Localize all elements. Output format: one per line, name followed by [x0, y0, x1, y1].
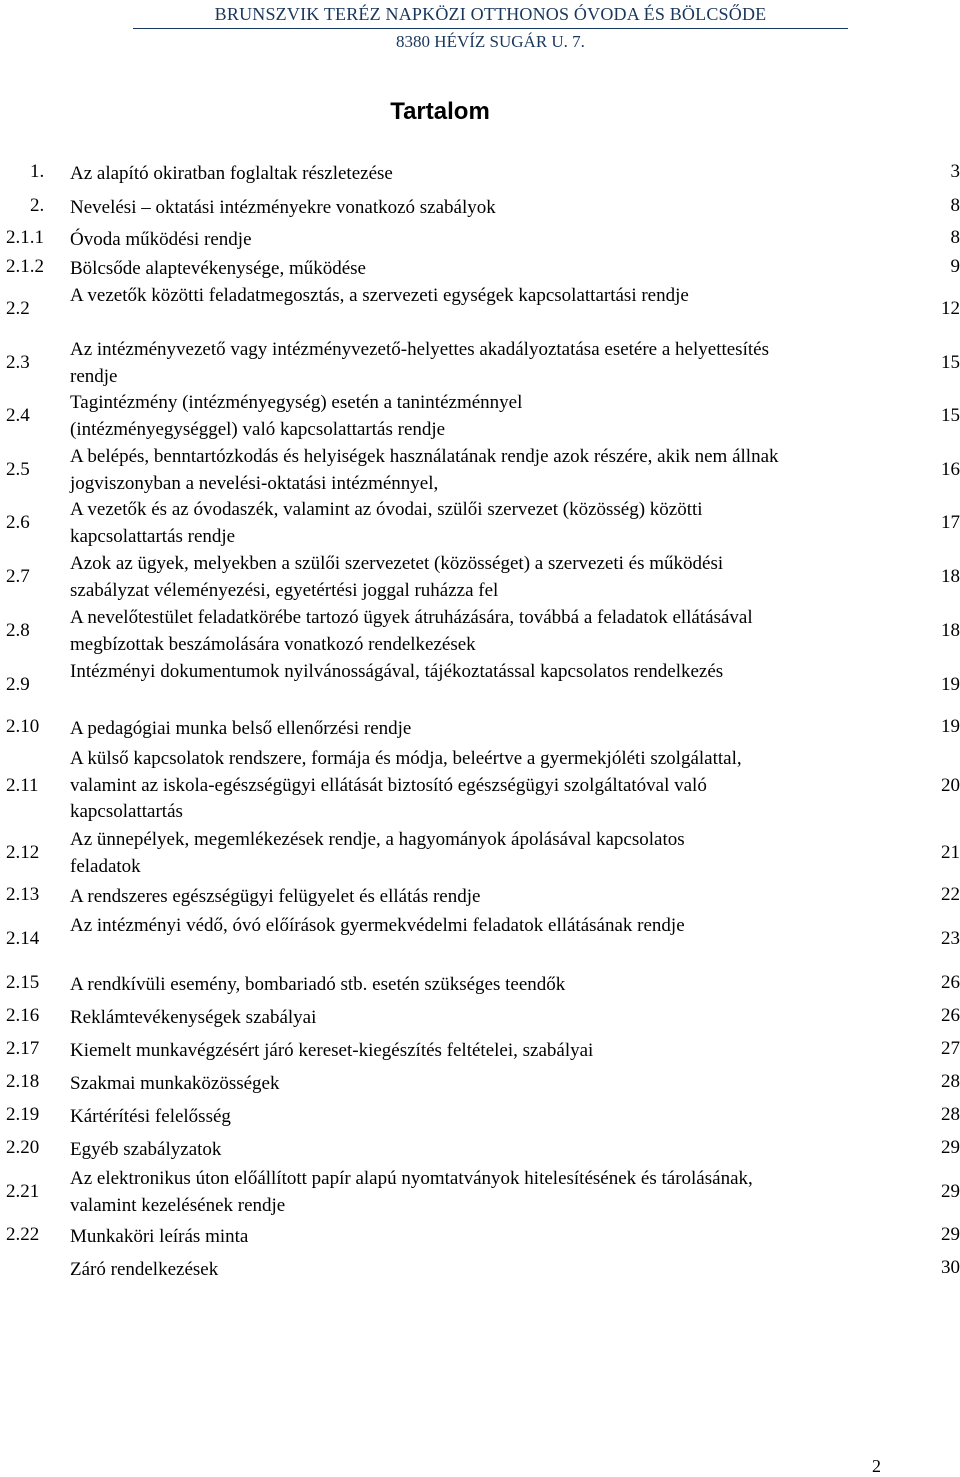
toc-entry-page: 8 — [950, 195, 960, 216]
toc-entry-number: 2.15 — [6, 972, 40, 993]
toc-entry-page: 12 — [941, 298, 960, 319]
toc-entry-number: 2.1.2 — [6, 256, 44, 277]
toc-entry-page: 22 — [941, 884, 960, 905]
toc-entry-number: 2.22 — [6, 1224, 40, 1245]
toc-entry-number: 2.20 — [6, 1137, 40, 1158]
toc-entry-number: 2.12 — [6, 842, 40, 863]
toc-entry-number: 2.17 — [6, 1038, 40, 1059]
toc-entry-number: 2. — [30, 195, 45, 216]
toc-entry-title: Azok az ügyek, melyekben a szülői szervezetet (közösséget) a szervezeti és működési szabályzat véleményezési, egyetértési joggal ruházza fel — [70, 553, 724, 601]
toc-entry-page: 19 — [941, 716, 960, 737]
toc-entry-number: 2.3 — [6, 352, 30, 373]
toc-entry-page: 28 — [941, 1104, 960, 1125]
toc-entry-number: 2.21 — [6, 1181, 40, 1202]
toc-entry-page: 18 — [941, 620, 960, 641]
toc-entry-title: A külső kapcsolatok rendszere, formája és módja, beleértve a gyermekjóléti szolgálattal, valamint az iskola-egészségügyi ellátását biztosító egészségügyi szolgáltatóval való kapcsolattartás — [70, 748, 742, 822]
toc-entry-title: A nevelőtestület feladatkörébe tartozó ügyek átruházására, továbbá a feladatok ellátásával megbízottak beszámolására vonatkozó rendelkezések — [70, 607, 753, 655]
toc-entry-title: Óvoda működési rendje — [70, 229, 252, 250]
toc-entry-number: 1. — [30, 161, 45, 182]
toc-entry-number: 2.19 — [6, 1104, 40, 1125]
toc-entry-number: 2.18 — [6, 1071, 40, 1092]
toc-entry-title: A rendszeres egészségügyi felügyelet és ellátás rendje — [70, 886, 481, 907]
toc-entry-title: A belépés, benntartózkodás és helyiségek használatának rendje azok részére, akik nem állnak jogviszonyban a nevelési-oktatási intézménnyel, — [70, 446, 779, 494]
toc-entry-number: 2.1.1 — [6, 227, 44, 248]
toc-entry-page: 21 — [941, 842, 960, 863]
toc-entry-number: 2.2 — [6, 298, 30, 319]
toc-entry-page: 26 — [941, 972, 960, 993]
toc-entry-number: 2.7 — [6, 566, 30, 587]
toc-entry-number: 2.11 — [6, 775, 39, 796]
toc-entry-title: Záró rendelkezések — [70, 1259, 219, 1280]
toc-entry-title: Bölcsőde alaptevékenysége, működése — [70, 258, 366, 279]
toc-entry-page: 15 — [941, 352, 960, 373]
toc-entry-title: Intézményi dokumentumok nyilvánosságával, tájékoztatással kapcsolatos rendelkezés — [70, 661, 724, 682]
toc-entry-title: Kiemelt munkavégzésért járó kereset-kiegészítés feltételei, szabályai — [70, 1040, 594, 1061]
institution-address: 8380 HÉVÍZ SUGÁR U. 7. — [396, 32, 585, 51]
toc-entry-title: Az intézményvezető vagy intézményvezető-helyettes akadályoztatása esetére a helyettesítés rendje — [70, 339, 769, 387]
page-header — [133, 0, 848, 52]
toc-entry-page: 15 — [941, 405, 960, 426]
toc-entry-page: 27 — [941, 1038, 960, 1059]
toc-entry-title: Az alapító okiratban foglaltak részletezése — [70, 163, 393, 184]
toc-entry-number: 2.16 — [6, 1005, 40, 1026]
toc-entry-title: Egyéb szabályzatok — [70, 1139, 222, 1160]
toc-entry-title: A pedagógiai munka belső ellenőrzési rendje — [70, 718, 412, 739]
toc-entry-title: A vezetők közötti feladatmegosztás, a szervezeti egységek kapcsolattartási rendje — [70, 285, 689, 306]
toc-entry-number: 2.14 — [6, 928, 40, 949]
toc-entry-page: 3 — [950, 161, 960, 182]
toc-title: Tartalom — [390, 98, 490, 125]
toc-entry-number: 2.9 — [6, 674, 30, 695]
toc-entry-number: 2.6 — [6, 512, 30, 533]
toc-entry-title: Reklámtevékenységek szabályai — [70, 1007, 317, 1028]
toc-entry-number: 2.8 — [6, 620, 30, 641]
toc-entry-page: 20 — [941, 775, 960, 796]
toc-entry-page: 17 — [941, 512, 960, 533]
toc-entry-title: Az ünnepélyek, megemlékezések rendje, a hagyományok ápolásával kapcsolatos feladatok — [70, 829, 685, 877]
toc-entry-title: A vezetők és az óvodaszék, valamint az óvodai, szülői szervezet (közösség) közötti kapcsolattartás rendje — [70, 499, 703, 547]
toc-entry-number: 2.4 — [6, 405, 30, 426]
toc-entry-title: Munkaköri leírás minta — [70, 1226, 249, 1247]
toc-entry-number: 2.10 — [6, 716, 40, 737]
toc-entry-title: Szakmai munkaközösségek — [70, 1073, 280, 1094]
toc-entry-page: 18 — [941, 566, 960, 587]
toc-entry-page: 8 — [950, 227, 960, 248]
toc-entry-page: 29 — [941, 1137, 960, 1158]
toc-entry-page: 28 — [941, 1071, 960, 1092]
page-number: 2 — [872, 1456, 881, 1476]
toc-entry-page: 16 — [941, 459, 960, 480]
institution-name: BRUNSZVIK TERÉZ NAPKÖZI OTTHONOS ÓVODA ÉS BÖLCSŐDE — [133, 0, 848, 29]
toc-entry-page: 29 — [941, 1181, 960, 1202]
toc-entry-number: 2.13 — [6, 884, 40, 905]
toc-entry-title: A rendkívüli esemény, bombariadó stb. esetén szükséges teendők — [70, 974, 566, 995]
toc-entry-page: 19 — [941, 674, 960, 695]
toc-entry-title: Az elektronikus úton előállított papír alapú nyomtatványok hitelesítésének és tárolásának, valamint kezelésének rendje — [70, 1168, 753, 1216]
toc-entry-page: 9 — [950, 256, 960, 277]
toc-entry-title: Tagintézmény (intézményegység) esetén a tanintézménnyel (intézményegységgel) való kapcsolattartás rendje — [70, 392, 523, 440]
toc-entry-page: 29 — [941, 1224, 960, 1245]
toc-entry-title: Az intézményi védő, óvó előírások gyermekvédelmi feladatok ellátásának rendje — [70, 915, 685, 936]
toc-entry-number: 2.5 — [6, 459, 30, 480]
toc-entry-title: Kártérítési felelősség — [70, 1106, 231, 1127]
toc-entry-page: 30 — [941, 1257, 960, 1278]
toc-entry-page: 26 — [941, 1005, 960, 1026]
toc-entry-page: 23 — [941, 928, 960, 949]
toc-entry-title: Nevelési – oktatási intézményekre vonatkozó szabályok — [70, 197, 496, 218]
